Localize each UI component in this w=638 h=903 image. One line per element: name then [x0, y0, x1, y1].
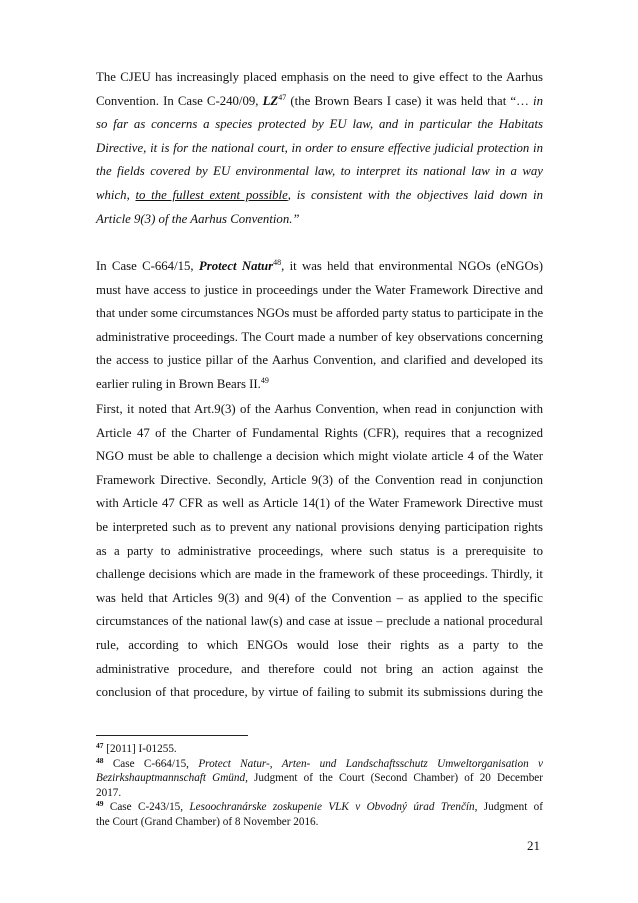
footnotes: [96, 742, 543, 830]
text-run: , it was held that environmental NGOs (eNGOs): [281, 259, 543, 273]
footnote-case-name: Bezirkshauptmannschaft Gmünd,: [96, 772, 248, 785]
page-number: 21: [527, 838, 540, 853]
case-name-lz: LZ: [262, 93, 279, 108]
footnote-line: [96, 757, 543, 772]
quote-text: in: [533, 93, 544, 108]
footnote-line: [96, 771, 543, 786]
quote-text: , is consistent with the objectives laid down in: [287, 187, 543, 202]
text-line: rule, according to which ENGOs would lose their rights as a party to the: [96, 637, 543, 652]
footnote-line: [96, 800, 543, 815]
text-line: First, it noted that Art.9(3) of the Aarhus Convention, when read in conjunction with: [96, 402, 543, 416]
case-name-protect-natur: Protect Natur: [198, 259, 274, 273]
text-run: In Case C-664/15,: [96, 259, 199, 273]
quote-line: Article 9(3) of the Aarhus Convention.”: [96, 211, 300, 226]
quote-line: so far as concerns a species protected by EU law, and in particular the Habitats: [96, 117, 543, 132]
text-line: Article 47 of the Charter of Fundamental Rights (CFR), requires that a recognized: [96, 425, 543, 440]
text-line: with Article 47 CFR as well as Article 14(1) of the Water Framework Directive must: [96, 496, 543, 511]
text-line: as a party to administrative proceedings, where such status is a prerequisite to: [96, 543, 543, 558]
text-line: NGO must be able to challenge a decision which might violate article 4 of the Water: [96, 449, 543, 464]
quote-text: which,: [96, 187, 136, 202]
footnote-48: [96, 757, 543, 801]
paragraph-2: [96, 255, 543, 397]
footnote-separator: [96, 735, 248, 736]
quote-line: [96, 184, 543, 208]
footnote-ref-47[interactable]: 47: [278, 92, 287, 102]
text-line: must have access to justice in proceedings under the Water Framework Directive and: [96, 282, 543, 297]
paragraph-3: [96, 398, 543, 705]
quote-line: Directive, it is for the national court, in order to ensure effective judicial protection in: [96, 140, 543, 155]
footnote-line: [96, 742, 543, 757]
quote-line: the fields covered by EU environmental law, to interpret its national law in a way: [96, 164, 543, 179]
footnote-case-name: Lesoochranárske zoskupenie VLK v Obvodný úrad Trenčín: [189, 801, 475, 814]
footnote-text: , Judgment of: [474, 801, 543, 814]
footnote-number: 47: [96, 741, 104, 750]
text-line: circumstances of the national law(s) and case at issue – preclude a national procedural: [96, 614, 543, 629]
footnote-text: [2011] I-01255.: [103, 743, 177, 755]
footnote-line: the Court (Grand Chamber) of 8 November 2016.: [96, 815, 319, 828]
footnote-49: [96, 800, 543, 829]
footnote-text: Case C-664/15,: [103, 757, 199, 770]
text-line: administrative procedure, and therefore could not bring an action against the: [96, 661, 543, 676]
text-line: administrative proceedings. The Court made a number of key observations concerning: [96, 329, 543, 344]
text-run: (the Brown Bears I case) it was held that “…: [286, 93, 534, 108]
footnote-number: 48: [96, 755, 104, 765]
underlined-emphasis: to the fullest extent possible: [135, 187, 288, 202]
footnote-line: 2017.: [96, 786, 122, 799]
text-line: [96, 255, 543, 279]
footnote-number: 49: [96, 799, 104, 809]
footnote-47: [96, 742, 543, 757]
text-run: Convention. In Case C-240/09,: [96, 93, 263, 108]
paragraph-1: [96, 66, 543, 231]
text-run: earlier ruling in Brown Bears II.: [96, 376, 261, 391]
text-line: The CJEU has increasingly placed emphasis on the need to give effect to the Aarhus: [96, 70, 543, 84]
footnote-ref-49[interactable]: 49: [260, 375, 269, 385]
text-line: was held that Articles 9(3) and 9(4) of the Convention – as applied to the specific: [96, 590, 543, 605]
text-line: be interpreted such as to prevent any national provisions denying participation rights: [96, 519, 543, 534]
text-line: challenge decisions which are made in the framework of these proceedings. Thirdly, it: [96, 567, 543, 582]
text-line: [96, 373, 543, 397]
text-line: that under some circumstances NGOs must be afforded party status to participate in the: [96, 306, 544, 321]
footnote-case-name: Protect Natur-, Arten- und Landschaftsschutz Umweltorganisation v: [198, 757, 543, 770]
text-line: the access to justice pillar of the Aarhus Convention, and clarified and developed its: [96, 353, 543, 368]
footnote-text: Judgment of the Court (Second Chamber) of 20 December: [247, 772, 543, 785]
text-line: [96, 90, 543, 114]
text-line: conclusion of that procedure, by virtue of failing to submit its submissions during the: [96, 685, 543, 700]
footnote-text: Case C-243/15,: [103, 801, 190, 814]
footnote-ref-48[interactable]: 48: [273, 258, 282, 267]
text-line: Framework Directive. Secondly, Article 9(3) of the Convention read in conjunction: [96, 472, 543, 487]
